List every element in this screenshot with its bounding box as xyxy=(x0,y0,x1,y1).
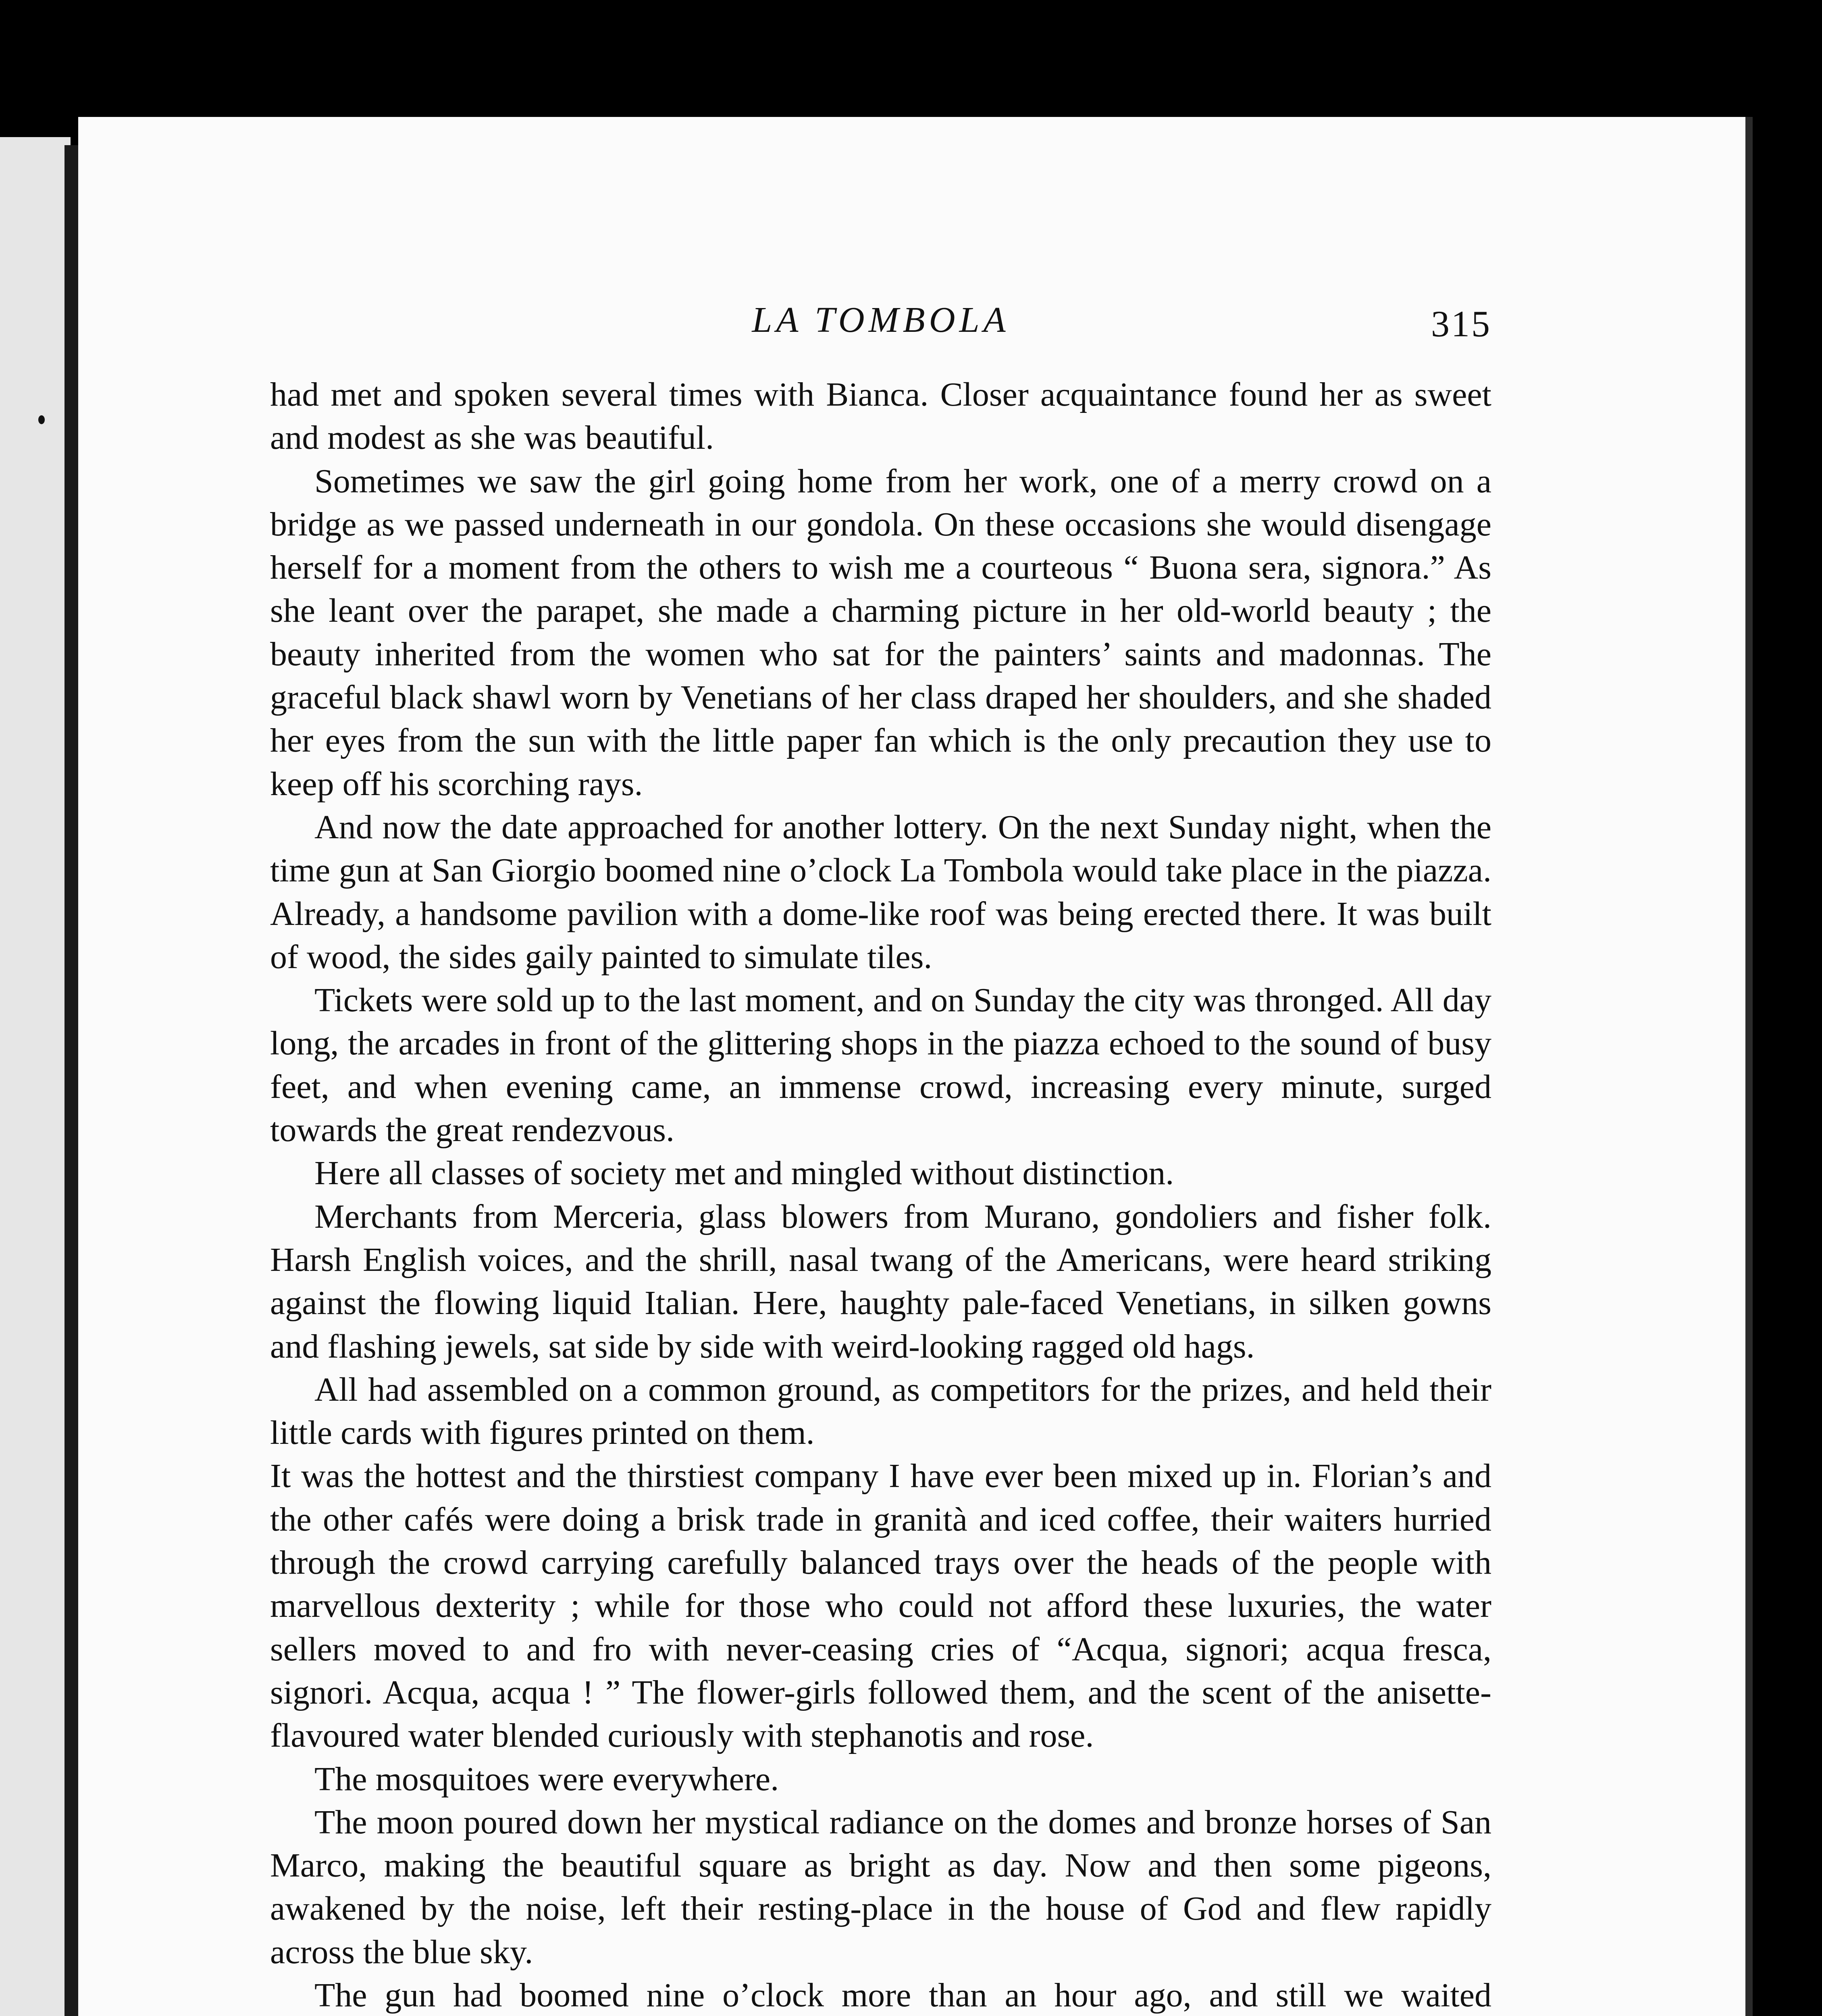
ink-speck xyxy=(38,415,45,424)
paragraph: The gun had boomed nine o’clock more than an hour ago, and still we waited xyxy=(314,1976,1491,2014)
paragraph: It was the hottest and the thirstiest company I have ever been mixed up in. Florian’s and the other cafés were doing a brisk trade in granità and iced coffee, their waiters hurried through the crowd carrying carefully balanced trays over the heads of the people with marvellous dexterity ; while for those who could not afford these luxuries, the water sellers moved to and fro with never-ceasing cries of “Acqua, signori; acqua fresca, signori. Acqua, acqua ! ” The flower-girls followed them, and the scent of the anisette-flavoured water blended curiously with stephanotis and rose. xyxy=(270,1457,1491,1755)
paragraph: Sometimes we saw the girl going home from her work, one of a merry crowd on a bridge as we passed underneath in our gondola. On these occasions she would disengage herself for a moment from the others to wish me a courteous “ Buona sera, signora.” As she leant over the parapet, she made a charming picture in her old-world beauty ; the beauty inherited from the women who sat for the painters’ saints and madonnas. The graceful black shawl worn by Venetians of her class draped her shoulders, and she shaded her eyes from the sun with the little paper fan which is the only precaution they use to keep off his scorching rays. xyxy=(270,462,1491,803)
paragraph: The mosquitoes were everywhere. xyxy=(314,1760,779,1798)
page-number: 315 xyxy=(1431,303,1491,344)
body-text xyxy=(270,373,1491,2016)
paragraph: Here all classes of society met and mingled without distinction. xyxy=(314,1154,1174,1192)
binding-shadow xyxy=(64,145,78,2016)
paragraph: Merchants from Merceria, glass blowers from Murano, gondoliers and fisher folk. Harsh English voices, and the shrill, nasal twang of the Americans, were heard striking against the flowing liquid Italian. Here, haughty pale-faced Venetians, in silken gowns and flashing jewels, sat side by side with weird-looking ragged old hags. xyxy=(270,1198,1491,1365)
paragraph: And now the date approached for another lottery. On the next Sunday night, when the time gun at San Giorgio boomed nine o’clock La Tombola would take place in the piazza. Already, a handsome pavilion with a dome-like roof was being erected there. It was built of wood, the sides gaily painted to simulate tiles. xyxy=(270,808,1491,976)
running-head xyxy=(270,299,1491,360)
paragraph: All had assembled on a common ground, as competitors for the prizes, and held their little cards with figures printed on them. xyxy=(270,1370,1491,1452)
paragraph: Tickets were sold up to the last moment, and on Sunday the city was thronged. All day long, the arcades in front of the glittering shops in the piazza echoed to the sound of busy feet, and when evening came, an immense crowd, increasing every minute, surged towards the great rendezvous. xyxy=(270,981,1491,1149)
paragraph: The moon poured down her mystical radiance on the domes and bronze horses of San Marco, making the beautiful square as bright as day. Now and then some pigeons, awakened by the noise, left their resting-place in the house of God and flew rapidly across the blue sky. xyxy=(270,1803,1491,1971)
facing-page-edge xyxy=(0,137,71,2016)
running-title: LA TOMBOLA xyxy=(752,300,1010,340)
paragraph: had met and spoken several times with Bianca. Closer acquaintance found her as sweet and modest as she was beautiful. xyxy=(270,376,1491,457)
